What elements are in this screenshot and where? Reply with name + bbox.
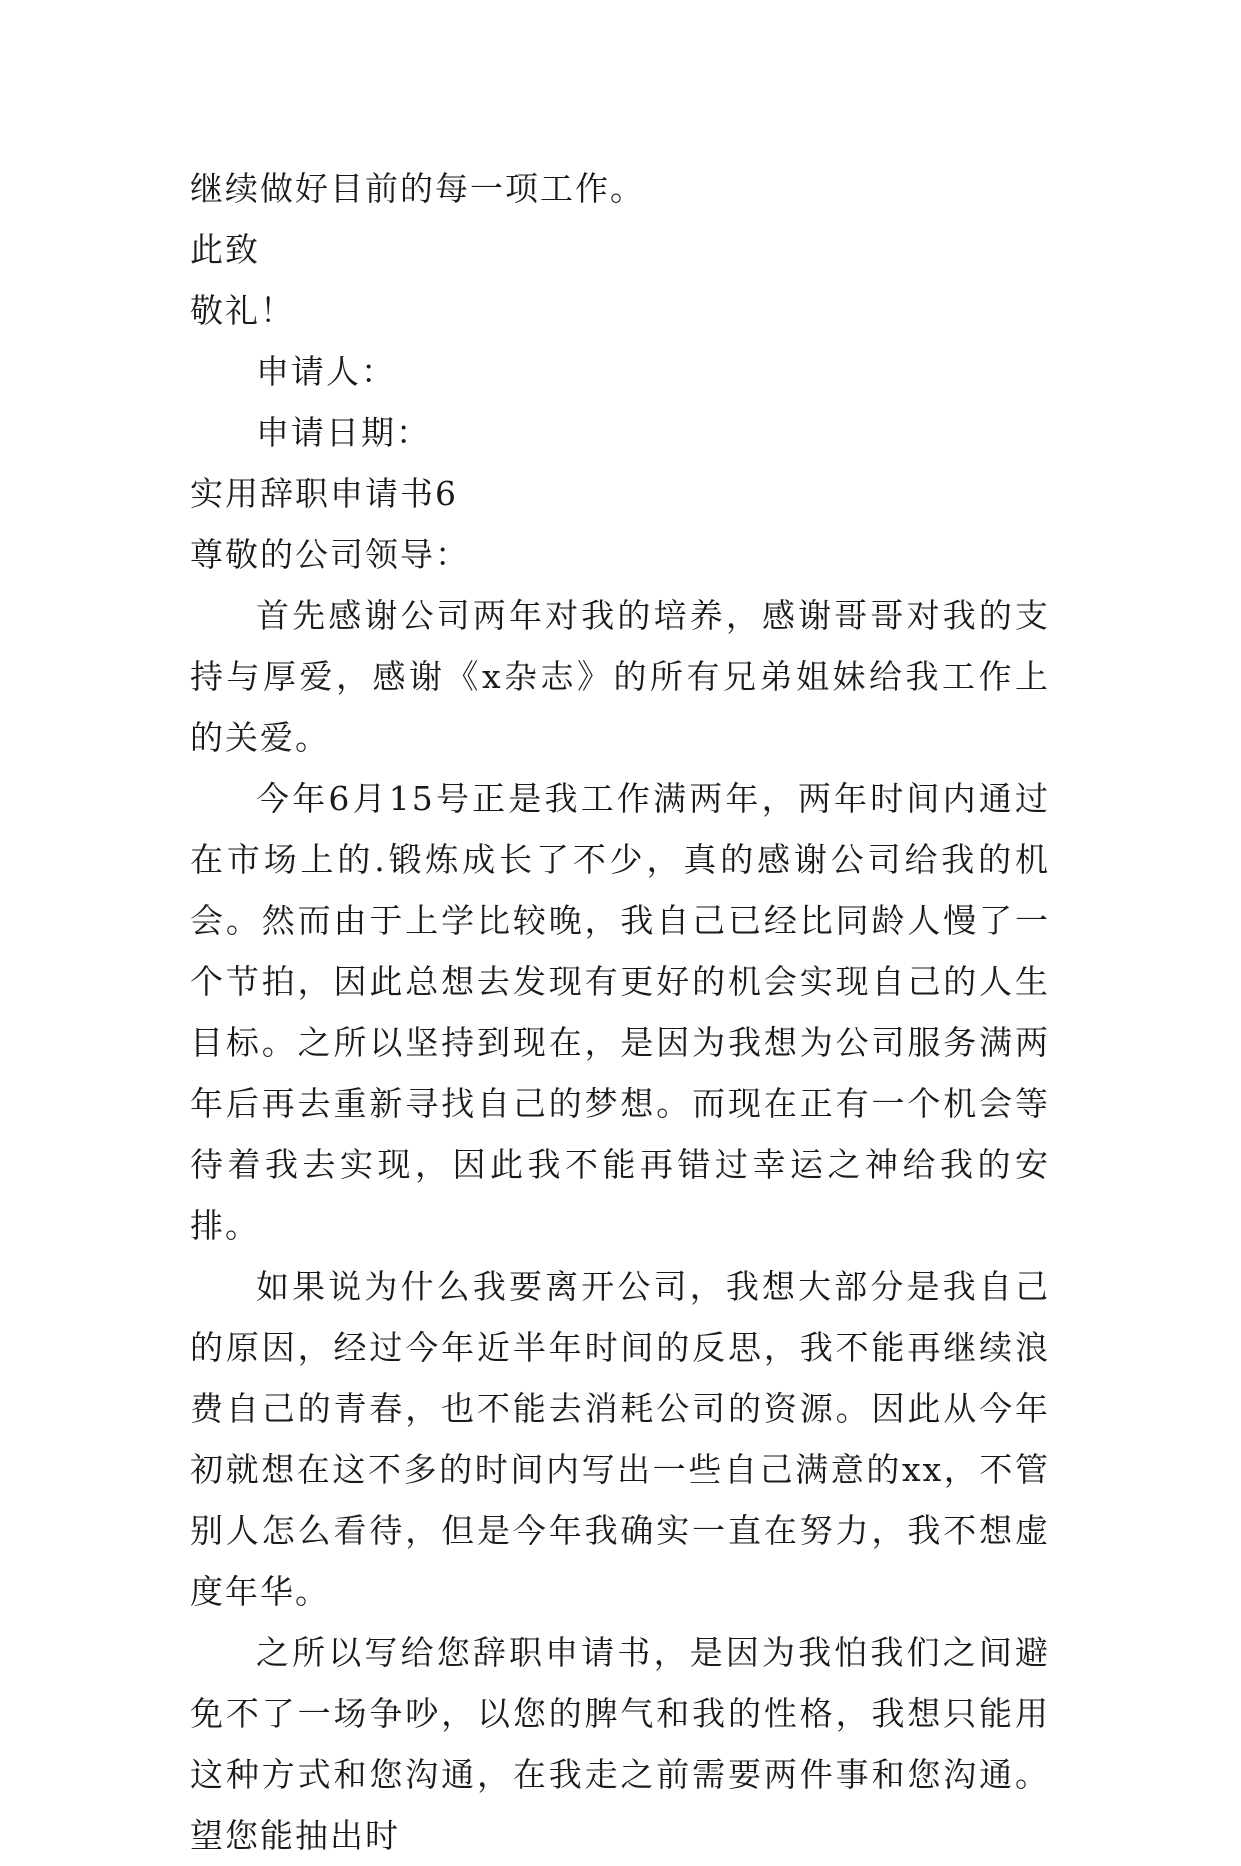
applicant-label: 申请人：: [256, 352, 396, 391]
paragraph-1: 首先感谢公司两年对我的培养，感谢哥哥对我的支持与厚爱，感谢《x杂志》的所有兄弟姐妹给我工作上的关爱。: [190, 596, 1050, 757]
letter-greeting: 尊敬的公司领导：: [190, 535, 470, 574]
section-title: 实用辞职申请书6: [190, 474, 458, 513]
salutation-line-1: 此致: [190, 230, 260, 269]
document-body: [190, 158, 1050, 1866]
application-date-label: 申请日期：: [256, 413, 431, 452]
paragraph-3: 如果说为什么我要离开公司，我想大部分是我自己的原因，经过今年近半年时间的反思，我不能再继续浪费自己的青春，也不能去消耗公司的资源。因此从今年初就想在这不多的时间内写出一些自己满意的xx，不管别人怎么看待，但是今年我确实一直在努力，我不想虚度年华。: [190, 1267, 1050, 1611]
closing-line: 继续做好目前的每一项工作。: [190, 169, 645, 208]
paragraph-4: 之所以写给您辞职申请书，是因为我怕我们之间避免不了一场争吵，以您的脾气和我的性格，我想只能用这种方式和您沟通，在我走之前需要两件事和您沟通。望您能抽出时: [190, 1633, 1050, 1855]
paragraph-2: 今年6月15号正是我工作满两年，两年时间内通过在市场上的.锻炼成长了不少，真的感谢公司给我的机会。然而由于上学比较晚，我自己已经比同龄人慢了一个节拍，因此总想去发现有更好的机会实现自己的人生目标。之所以坚持到现在，是因为我想为公司服务满两年后再去重新寻找自己的梦想。而现在正有一个机会等待着我去实现，因此我不能再错过幸运之神给我的安排。: [190, 779, 1050, 1245]
salutation-line-2: 敬礼！: [190, 291, 295, 330]
